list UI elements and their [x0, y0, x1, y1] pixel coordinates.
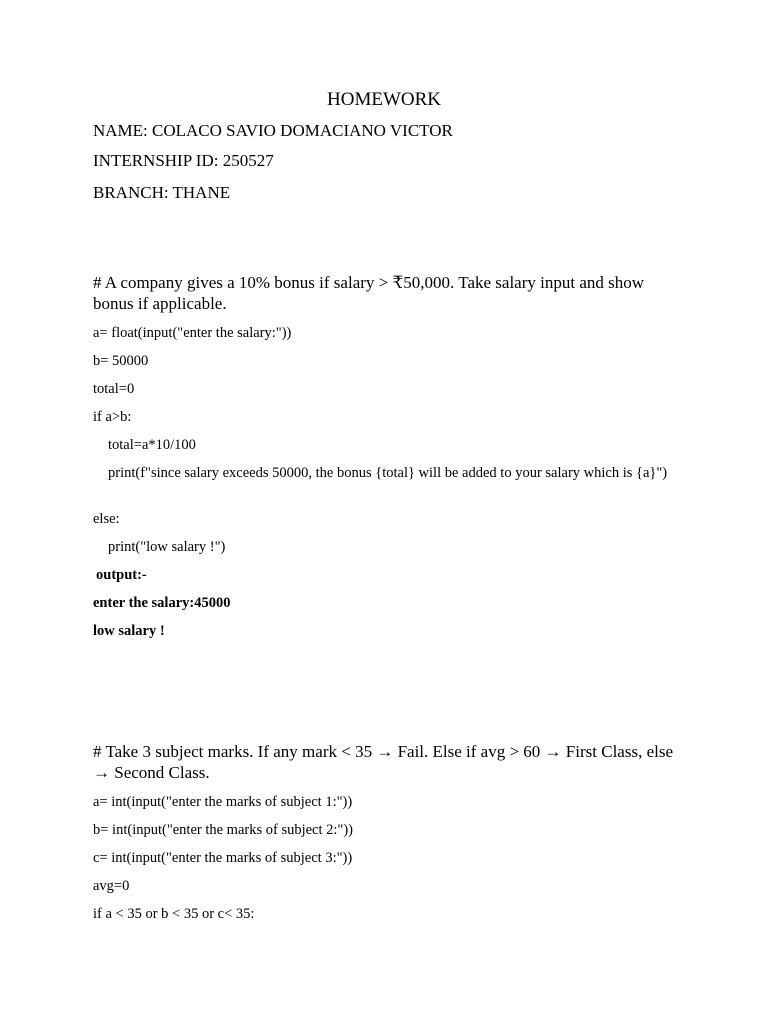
internship-id: INTERNSHIP ID: 250527 — [93, 151, 274, 170]
question-1-text: # A company gives a 10% bonus if salary > ₹50,000. Take salary input and show bonus if applicable. — [93, 273, 645, 313]
code-line: a= float(input("enter the salary:")) — [93, 325, 292, 341]
question-2-text: # Take 3 subject marks. If any mark < 35 → Fail. Else if avg > 60 → First Class, else → Second Class. — [93, 742, 673, 782]
code-line: if a>b: — [93, 409, 132, 425]
code-line: b= 50000 — [93, 353, 149, 369]
code-line: else: — [93, 511, 120, 527]
code-line: avg=0 — [93, 878, 130, 894]
document-title: HOMEWORK — [327, 89, 441, 110]
output-line: low salary ! — [93, 623, 165, 639]
code-line: a= int(input("enter the marks of subject 1:")) — [93, 794, 353, 810]
output-label: output:- — [96, 567, 147, 583]
code-line: if a < 35 or b < 35 or c< 35: — [93, 906, 255, 922]
code-line: total=a*10/100 — [108, 437, 196, 453]
code-line-text: print(f"since salary exceeds 50000, the bonus {total} will be added to your salary which is {a}") — [108, 465, 668, 481]
code-line: b= int(input("enter the marks of subject 2:")) — [93, 822, 354, 838]
student-name: NAME: COLACO SAVIO DOMACIANO VICTOR — [93, 121, 453, 140]
output-line: enter the salary:45000 — [93, 595, 231, 611]
code-line: total=0 — [93, 381, 135, 397]
branch: BRANCH: THANE — [93, 183, 231, 202]
code-line-wrapped — [93, 464, 678, 482]
code-line: print("low salary !") — [108, 539, 226, 555]
code-line: c= int(input("enter the marks of subject 3:")) — [93, 850, 353, 866]
